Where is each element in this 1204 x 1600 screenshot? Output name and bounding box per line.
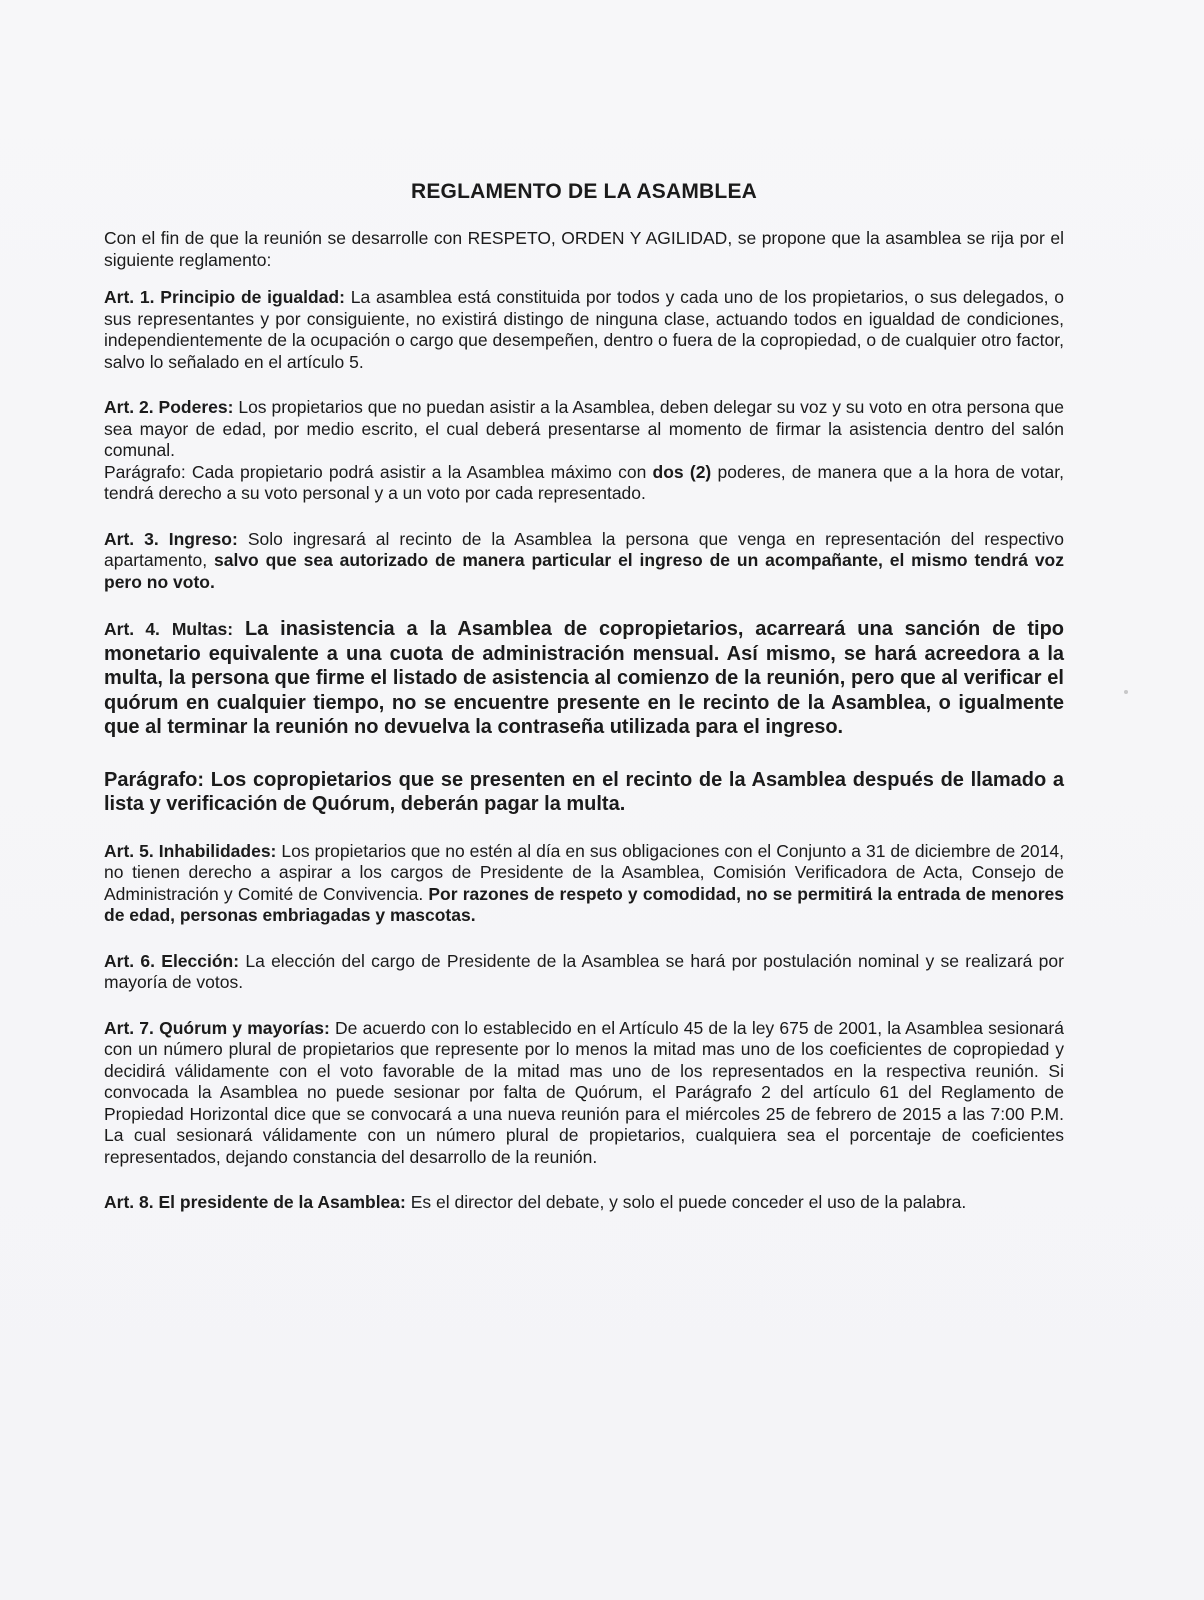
article-4-paragraph: Parágrafo: Los copropietarios que se presenten en el recinto de la Asamblea después de llamado a lista y verificación de Quórum, deberán pagar la multa.: [104, 768, 1064, 815]
article-2-text: Los propietarios que no puedan asistir a la Asamblea, deben delegar su voz y su voto en otra persona que sea mayor de edad, por medio escrito, el cual deberá presentarse al momento de firmar la asistencia dentro del salón comunal.: [104, 397, 1064, 460]
article-6-label: Art. 6.: [104, 950, 155, 971]
article-2-paragraph-suffix: poderes, de manera que a la hora de votar, tendrá derecho a su voto personal y a un voto por cada representado.: [104, 461, 1064, 503]
article-2-paragraph-bold: dos (2): [652, 461, 712, 482]
article-3-bold-text: salvo que sea autorizado de manera particular el ingreso de un acompañante, el mismo tendrá voz pero no voto.: [104, 550, 1064, 592]
article-5-heading: Inhabilidades:: [158, 840, 277, 861]
article-2-label: Art. 2.: [104, 397, 154, 417]
document-title: REGLAMENTO DE LA ASAMBLEA: [410, 180, 758, 203]
document-body: [104, 180, 1064, 1214]
article-5-bold-text: Por razones de respeto y comodidad, no se permitirá la entrada de menores de edad, personas embriagadas y mascotas.: [104, 883, 1064, 925]
scan-speck: [1124, 690, 1128, 694]
article-3: [104, 529, 1064, 594]
article-2-heading: Poderes:: [158, 397, 234, 417]
article-3-label: Art. 3.: [104, 528, 159, 549]
article-5-text: Los propietarios que no estén al día en sus obligaciones con el Conjunto a 31 de diciembre de 2014, no tienen derecho a aspirar a los cargos de Presidente de la Asamblea, Comisión Verificadora de Acta, Consejo de Administración y Comité de Convivencia.: [104, 840, 1064, 904]
article-8-label: Art. 8.: [104, 1192, 154, 1212]
intro-paragraph: Con el fin de que la reunión se desarrolle con RESPETO, ORDEN Y AGILIDAD, se propone que la asamblea se rija por el siguiente reglamento:: [104, 228, 1064, 270]
article-7-text: De acuerdo con lo establecido en el Artículo 45 de la ley 675 de 2001, la Asamblea sesionará con un número plural de propietarios que represente por lo menos la mitad mas uno de los coeficientes de copropiedad y decidirá válidamente con el voto favorable de la mitad mas uno de los representados en la respectiva reunión. Si convocada la Asamblea no puede sesionar por falta de Quórum, el Parágrafo 2 del artículo 61 del Reglamento de Propiedad Horizontal dice que se convocará a una nueva reunión para el miércoles 25 de febrero de 2015 a las 7:00 P.M. La cual sesionará válidamente con un número plural de propietarios, cualquiera sea el porcentaje de coeficientes representados, dejando constancia del desarrollo de la reunión.: [104, 1017, 1064, 1167]
article-1: [104, 287, 1064, 373]
article-2-paragraph: [104, 462, 1064, 505]
article-7-heading: Quórum y mayorías:: [159, 1017, 330, 1038]
article-3-heading: Ingreso:: [168, 528, 238, 549]
article-7-label: Art. 7.: [104, 1017, 154, 1038]
article-3-text: Solo ingresará al recinto de la Asamblea la persona que venga en representación del respectivo apartamento,: [104, 528, 1064, 570]
article-4: [104, 617, 1064, 740]
article-8: [104, 1192, 1064, 1214]
article-1-heading: Principio de igualdad:: [160, 287, 345, 307]
article-4-label: Art. 4.: [104, 619, 160, 639]
article-6-text: La elección del cargo de Presidente de la Asamblea se hará por postulación nominal y se realizará por mayoría de votos.: [104, 950, 1064, 992]
article-2-paragraph-prefix: Parágrafo: Cada propietario podrá asistir a la Asamblea máximo con: [104, 461, 647, 482]
article-1-text: La asamblea está constituida por todos y cada uno de los propietarios, o sus delegados, o sus representantes y por consiguiente, no existirá distingo de ninguna clase, actuando todos en igualdad de condiciones, independientemente de la ocupación o cargo que desempeñen, dentro o fuera de la copropiedad, o de cualquier otro factor, salvo lo señalado en el artículo 5.: [104, 287, 1064, 372]
article-4-text: La inasistencia a la Asamblea de copropietarios, acarreará una sanción de tipo monetario equivalente a una cuota de administración mensual. Así mismo, se hará acreedora a la multa, la persona que firme el listado de asistencia al comienzo de la reunión, pero que al verificar el quórum en cualquier tiempo, no se encuentre presente en le recinto de la Asamblea, o igualmente que al terminar la reunión no devuelva la contraseña utilizada para el ingreso.: [104, 618, 1065, 738]
article-1-label: Art. 1.: [104, 287, 155, 307]
article-5-label: Art. 5.: [104, 840, 154, 861]
article-7: [104, 1018, 1064, 1169]
article-4-heading: Multas:: [171, 619, 234, 639]
article-2: [104, 397, 1064, 462]
article-6: [104, 951, 1064, 994]
article-5: [104, 841, 1064, 927]
article-8-heading: El presidente de la Asamblea:: [158, 1192, 406, 1212]
article-6-heading: Elección:: [161, 950, 240, 971]
article-8-text: Es el director del debate, y solo el puede conceder el uso de la palabra.: [410, 1192, 967, 1212]
